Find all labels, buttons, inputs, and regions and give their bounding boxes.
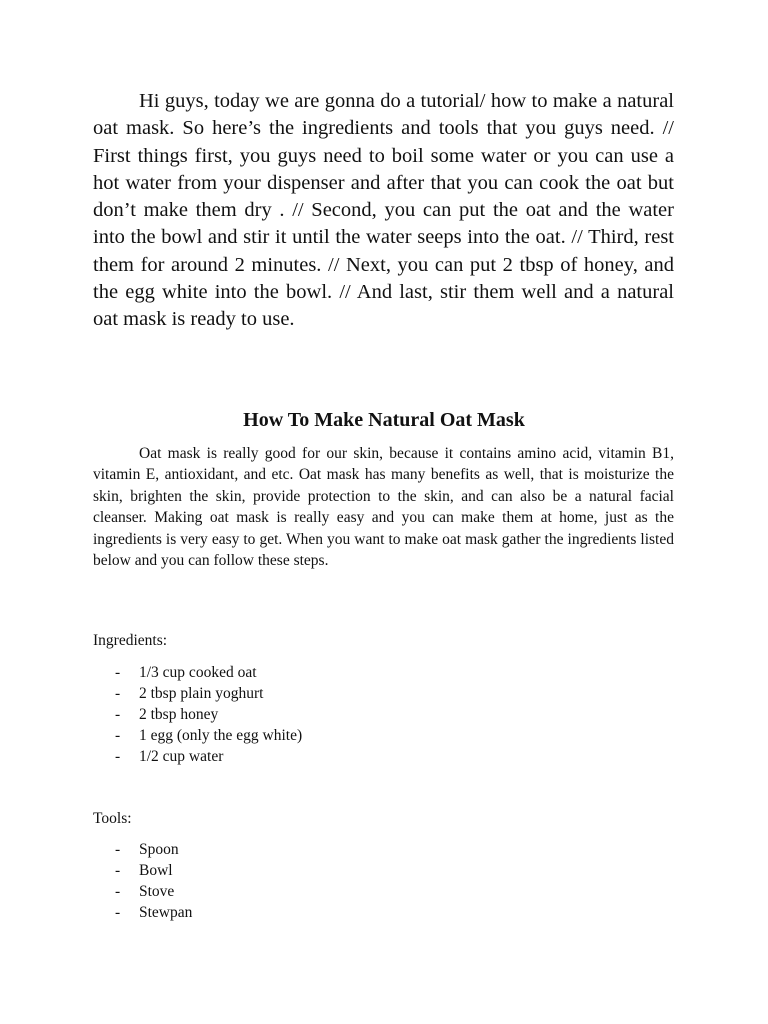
ingredient-text: 1/2 cup water [139,748,224,765]
list-item [93,902,192,923]
ingredient-text: 2 tbsp plain yoghurt [139,685,264,702]
ingredients-heading: Ingredients: [93,632,168,649]
bullet-dash: - [115,748,121,765]
tool-text: Stewpan [139,904,193,921]
list-item [93,704,302,725]
bullet-dash: - [115,727,121,744]
document-title: How To Make Natural Oat Mask [243,409,525,431]
list-item [93,725,302,746]
tool-text: Bowl [139,862,173,879]
bullet-dash: - [115,883,121,900]
list-item [93,746,302,767]
tools-list [93,839,192,923]
bullet-dash: - [115,685,121,702]
bullet-dash: - [115,664,121,681]
bullet-dash: - [115,841,121,858]
bullet-dash: - [115,862,121,879]
bullet-dash: - [115,904,121,921]
tool-text: Stove [139,883,175,900]
tools-heading: Tools: [93,810,132,827]
intro-paragraph: Hi guys, today we are gonna do a tutorial/ how to make a natural oat mask. So here’s the ingredients and tools that you guys need. // First things first, you guys need to boil some water or you can use a hot water from your dispenser and after that you can cook the oat but don’t make them dry . // Second, you can put the oat and the water into the bowl and stir it until the water seeps into the oat. // Third, rest them for around 2 minutes. // Next, you can put 2 tbsp of honey, and the egg white into the bowl. // And last, stir them well and a natural oat mask is ready to use. [93,90,674,331]
list-item [93,662,302,683]
tool-text: Spoon [139,841,179,858]
list-item [93,839,192,860]
list-item [93,860,192,881]
description-paragraph: Oat mask is really good for our skin, because it contains amino acid, vitamin B1, vitamin E, antioxidant, and etc. Oat mask has many benefits as well, that is moisturize the skin, brighten the skin, provide protection to the skin, and can also be a natural facial cleanser. Making oat mask is really easy and you can make them at home, just as the ingredients is very easy to get. When you want to make oat mask gather the ingredients listed below and you can follow these steps. [93,445,674,570]
ingredient-text: 2 tbsp honey [139,706,219,723]
ingredient-text: 1/3 cup cooked oat [139,664,257,681]
bullet-dash: - [115,706,121,723]
ingredients-list [93,662,302,767]
list-item [93,881,192,902]
list-item [93,683,302,704]
ingredient-text: 1 egg (only the egg white) [139,727,303,744]
